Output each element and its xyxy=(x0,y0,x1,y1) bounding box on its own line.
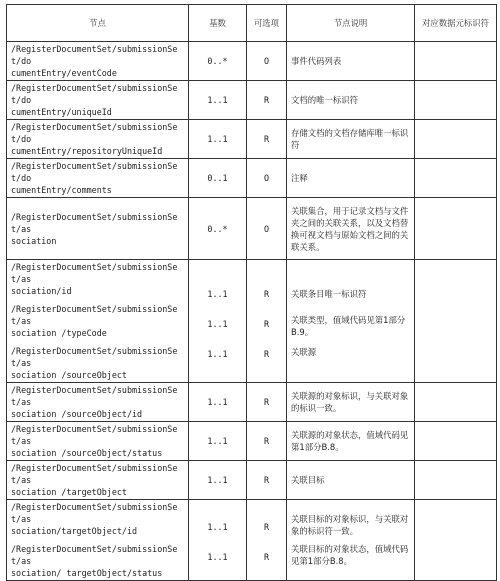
optional-value: R xyxy=(263,319,270,329)
table-row xyxy=(7,120,497,159)
node-path-line: sociation /sourceObject/id xyxy=(11,409,143,419)
mapping-cell xyxy=(415,383,497,422)
node-path-line: cumentEntry/comments xyxy=(11,185,112,195)
node-path-line: cumentEntry/uniqueId xyxy=(11,107,112,117)
node-path-line: sociation/targetObject/id xyxy=(11,526,138,536)
header-description: 节点说明 xyxy=(287,5,415,42)
node-path-line: sociation xyxy=(11,235,57,246)
cardinality-value: 1..1 xyxy=(207,319,228,329)
node-path-line: /RegisterDocumentSet/submissionSet/do xyxy=(11,83,178,105)
node-path-line: sociation /sourceObject/status xyxy=(11,448,163,458)
node-cell xyxy=(7,159,189,198)
node-path-line: sociation /targetObject xyxy=(11,487,127,497)
table-header-row xyxy=(7,5,497,42)
optional-cell: R xyxy=(247,120,287,159)
node-path-line: sociation /sourceObject xyxy=(11,370,127,380)
node-cell xyxy=(7,383,189,422)
cardinality-value: 1..1 xyxy=(207,289,228,299)
cardinality-cell: 0..* xyxy=(189,42,247,81)
header-cardinality: 基数 xyxy=(189,5,247,42)
optional-value: R xyxy=(263,522,270,532)
description-text: 关联类型，值域代码见第1部分B.9。 xyxy=(291,315,406,337)
header-optional: 可选项 xyxy=(247,5,287,42)
optional-cell: R xyxy=(247,422,287,461)
node-cell xyxy=(7,120,189,159)
cardinality-cell: 1..1 xyxy=(189,383,247,422)
node-path-line: sociation /typeCode xyxy=(11,328,107,338)
node-path-line: /RegisterDocumentSet/submissionSet/as xyxy=(11,262,178,284)
node-path-line: /RegisterDocumentSet/submissionSet/as xyxy=(11,385,178,407)
description-text: 关联目标的对象状态，值域代码见第1部分B.8。 xyxy=(291,544,409,566)
description-cell: 存储文档的文档存储库唯一标识符 xyxy=(287,120,415,159)
node-cell xyxy=(7,42,189,81)
optional-value: R xyxy=(263,289,270,299)
mapping-cell xyxy=(415,422,497,461)
node-cell xyxy=(7,461,189,500)
optional-cell xyxy=(247,260,287,383)
mapping-cell xyxy=(415,159,497,198)
node-path-line: /RegisterDocumentSet/submissionSet/as xyxy=(11,544,178,566)
node-path-line: /RegisterDocumentSet/submissionSet/as xyxy=(11,211,178,234)
cardinality-value: 1..1 xyxy=(207,552,228,562)
table-row xyxy=(7,461,497,500)
table-row xyxy=(7,500,497,581)
description-text: 关联源 xyxy=(291,347,317,357)
optional-value: R xyxy=(263,552,270,562)
cardinality-cell: 1..1 xyxy=(189,81,247,120)
cardinality-cell: 0..* xyxy=(189,198,247,260)
description-cell: 事件代码列表 xyxy=(287,42,415,81)
node-path-line: cumentEntry/repositoryUniqueId xyxy=(11,146,163,156)
spec-table xyxy=(6,4,497,581)
mapping-cell xyxy=(415,42,497,81)
description-cell: 关联源的对象状态，值域代码见第1部分B.8。 xyxy=(287,422,415,461)
node-path-line: /RegisterDocumentSet/submissionSet/as xyxy=(11,463,178,485)
node-path-line: /RegisterDocumentSet/submissionSet/do xyxy=(11,122,178,144)
cardinality-cell: 0..1 xyxy=(189,159,247,198)
optional-cell xyxy=(247,500,287,581)
cardinality-cell xyxy=(189,500,247,581)
optional-cell: R xyxy=(247,383,287,422)
description-cell: 关联目标 xyxy=(287,461,415,500)
mapping-cell xyxy=(415,500,497,581)
description-cell: 注释 xyxy=(287,159,415,198)
table-row xyxy=(7,42,497,81)
mapping-cell xyxy=(415,461,497,500)
optional-cell: R xyxy=(247,461,287,500)
node-path-line: /RegisterDocumentSet/submissionSet/do xyxy=(11,161,178,183)
description-text: 关联目标的对象标识，与关联对象的标识符一致。 xyxy=(291,514,409,536)
node-path-line: /RegisterDocumentSet/submissionSet/as xyxy=(11,424,178,446)
node-cell xyxy=(7,500,189,581)
mapping-cell xyxy=(415,260,497,383)
node-path-line: /RegisterDocumentSet/submissionSet/do xyxy=(11,44,178,66)
optional-cell: O xyxy=(247,198,287,260)
node-path-line: /RegisterDocumentSet/submissionSet/as xyxy=(11,304,178,326)
node-cell xyxy=(7,81,189,120)
description-cell xyxy=(287,260,415,383)
mapping-cell xyxy=(415,198,497,260)
node-path-line: sociation/id xyxy=(11,286,72,296)
cardinality-cell xyxy=(189,260,247,383)
description-cell: 文档的唯一标识符 xyxy=(287,81,415,120)
table-row xyxy=(7,81,497,120)
node-cell xyxy=(7,260,189,383)
cardinality-cell: 1..1 xyxy=(189,422,247,461)
table-row xyxy=(7,198,497,260)
cardinality-cell: 1..1 xyxy=(189,120,247,159)
description-cell: 关联集合，用于记录文档与文件夹之间的关联关系，以及文档替换可视文档与原始文档之间的关联关系。 xyxy=(287,198,415,260)
node-cell xyxy=(7,422,189,461)
mapping-cell xyxy=(415,120,497,159)
cardinality-cell: 1..1 xyxy=(189,461,247,500)
node-path-line: sociation/ targetObject/status xyxy=(11,568,163,578)
optional-cell: O xyxy=(247,42,287,81)
node-path-line: /RegisterDocumentSet/submissionSet/as xyxy=(11,346,178,368)
cardinality-value: 1..1 xyxy=(207,522,228,532)
description-text: 关联条目唯一标识符 xyxy=(291,289,367,299)
node-path-line: /RegisterDocumentSet/submissionSet/as xyxy=(11,502,178,524)
optional-cell: R xyxy=(247,81,287,120)
optional-cell: O xyxy=(247,159,287,198)
table-row xyxy=(7,260,497,383)
header-mapping: 对应数据元标识符 xyxy=(415,5,497,42)
description-cell xyxy=(287,500,415,581)
description-cell: 关联源的对象标识，与关联对象的标识一致。 xyxy=(287,383,415,422)
header-node: 节点 xyxy=(7,5,189,42)
node-cell xyxy=(7,198,189,260)
table-row xyxy=(7,383,497,422)
mapping-cell xyxy=(415,81,497,120)
table-row xyxy=(7,159,497,198)
node-path-line: cumentEntry/eventCode xyxy=(11,68,117,78)
optional-value: R xyxy=(263,349,270,359)
table-row xyxy=(7,422,497,461)
cardinality-value: 1..1 xyxy=(207,349,228,359)
